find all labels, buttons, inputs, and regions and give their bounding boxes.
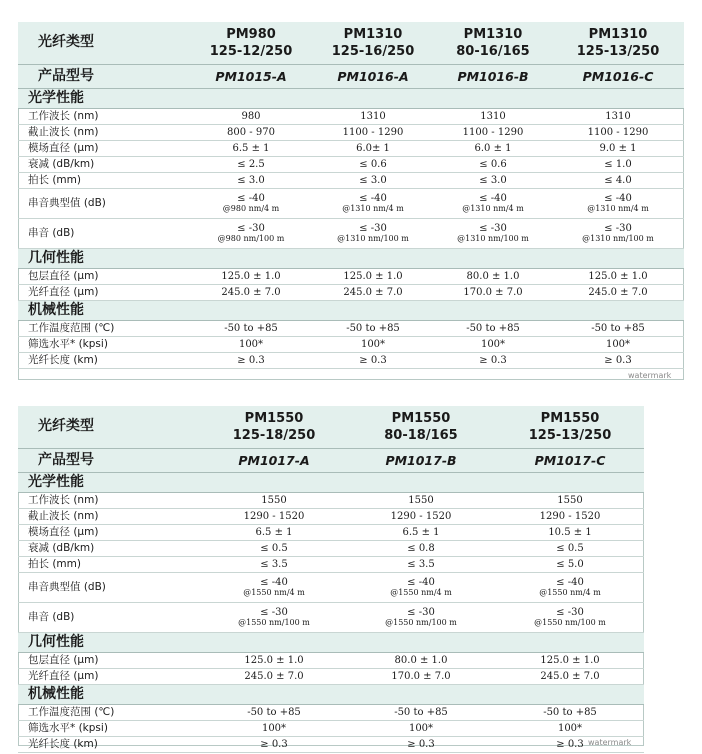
- value-text: ≤ -40: [237, 192, 265, 204]
- section-mechanical-label: 机械性能: [18, 300, 684, 320]
- fiber-type-name: PM1310: [588, 26, 648, 42]
- section-optical-label: 光学性能: [18, 88, 684, 108]
- value-note: @1310 nm/100 m: [337, 233, 409, 243]
- value-cell: 100*: [312, 336, 434, 352]
- row-label: 串音典型值 (dB): [18, 188, 190, 218]
- section-geometry: [18, 248, 684, 268]
- fiber-type-spec: 125-18/250: [232, 427, 316, 443]
- value-cell: 800 - 970: [190, 124, 312, 140]
- value-cell: [496, 602, 644, 632]
- value-cell: 100*: [496, 720, 644, 736]
- spec-row-wavelength: [18, 108, 684, 124]
- value-cell: 1290 - 1520: [496, 508, 644, 524]
- row-label: 光纤长度 (km): [18, 736, 202, 752]
- value-note: @1310 nm/4 m: [462, 203, 524, 213]
- fiber-type-name: PM1310: [343, 26, 403, 42]
- row-label: 串音 (dB): [18, 602, 202, 632]
- spec-row-crosstalk-typical: [18, 188, 684, 218]
- value-text: ≤ -40: [604, 192, 632, 204]
- spec-row-length: [18, 736, 644, 752]
- fiber-type-spec: 125-16/250: [331, 43, 415, 59]
- value-cell: ≤ 4.0: [552, 172, 684, 188]
- value-text: ≤ -40: [260, 576, 288, 588]
- fiber-type-name: PM980: [226, 26, 276, 42]
- model-row: [18, 448, 644, 472]
- row-label: 筛选水平* (kpsi): [18, 720, 202, 736]
- fiber-type-spec: 125-13/250: [528, 427, 612, 443]
- section-mechanical: [18, 684, 644, 704]
- spec-row-crosstalk: [18, 602, 644, 632]
- value-cell: 125.0 ± 1.0: [496, 652, 644, 668]
- fiber-type-spec: 125-12/250: [209, 43, 293, 59]
- value-cell: 170.0 ± 7.0: [346, 668, 496, 684]
- value-note: @1550 nm/4 m: [243, 587, 305, 597]
- value-cell: 1310: [552, 108, 684, 124]
- spec-row-coating: [18, 668, 644, 684]
- value-cell: [346, 572, 496, 602]
- row-label: 衰减 (dB/km): [18, 156, 190, 172]
- value-cell: 245.0 ± 7.0: [496, 668, 644, 684]
- value-cell: 1290 - 1520: [346, 508, 496, 524]
- spec-table-1: [18, 22, 684, 369]
- fiber-type-name: PM1550: [391, 410, 451, 426]
- model-label: 产品型号: [18, 448, 202, 472]
- fiber-type-row: [18, 22, 684, 64]
- value-cell: ≥ 0.3: [434, 352, 552, 368]
- value-note: @1550 nm/100 m: [534, 617, 606, 627]
- spec-row-temperature: [18, 704, 644, 720]
- value-cell: [202, 572, 346, 602]
- value-cell: 125.0 ± 1.0: [552, 268, 684, 284]
- watermark-text: watermark: [588, 738, 632, 747]
- spec-row-cutoff: [18, 124, 684, 140]
- value-cell: -50 to +85: [190, 320, 312, 336]
- row-label: 串音典型值 (dB): [18, 572, 202, 602]
- value-cell: ≤ 3.5: [202, 556, 346, 572]
- fiber-type-spec: 125-13/250: [576, 43, 660, 59]
- value-cell: ≤ 5.0: [496, 556, 644, 572]
- row-label: 工作温度范围 (℃): [18, 704, 202, 720]
- fiber-type-label: 光纤类型: [18, 22, 190, 64]
- spec-row-crosstalk: [18, 218, 684, 248]
- value-cell: ≤ 3.5: [346, 556, 496, 572]
- value-cell: 100*: [346, 720, 496, 736]
- value-cell: -50 to +85: [312, 320, 434, 336]
- value-text: ≤ -40: [407, 576, 435, 588]
- value-cell: 245.0 ± 7.0: [312, 284, 434, 300]
- fiber-type-spec: 80-16/165: [456, 43, 530, 59]
- value-cell: 245.0 ± 7.0: [202, 668, 346, 684]
- value-cell: [496, 572, 644, 602]
- value-note: @1550 nm/100 m: [385, 617, 457, 627]
- spec-row-mfd: [18, 140, 684, 156]
- model-cell: PM1015-A: [190, 64, 312, 88]
- row-label: 工作波长 (nm): [18, 492, 202, 508]
- value-cell: 1310: [434, 108, 552, 124]
- section-optical: [18, 88, 684, 108]
- section-optical-label: 光学性能: [18, 472, 644, 492]
- value-text: ≤ -40: [479, 192, 507, 204]
- spec-row-wavelength: [18, 492, 644, 508]
- model-row: [18, 64, 684, 88]
- value-text: ≤ -30: [237, 222, 265, 234]
- section-geometry: [18, 632, 644, 652]
- spec-row-length: [18, 352, 684, 368]
- model-cell: PM1016-B: [434, 64, 552, 88]
- value-cell: -50 to +85: [434, 320, 552, 336]
- value-cell: 100*: [190, 336, 312, 352]
- value-cell: ≤ 3.0: [190, 172, 312, 188]
- value-cell: 1550: [202, 492, 346, 508]
- value-text: ≤ -40: [359, 192, 387, 204]
- row-label: 拍长 (mm): [18, 172, 190, 188]
- row-label: 衰减 (dB/km): [18, 540, 202, 556]
- value-cell: ≤ 0.8: [346, 540, 496, 556]
- fiber-type-cell: [346, 406, 496, 448]
- value-text: ≤ -40: [556, 576, 584, 588]
- value-note: @1550 nm/4 m: [539, 587, 601, 597]
- value-cell: ≤ 0.6: [312, 156, 434, 172]
- value-cell: [434, 218, 552, 248]
- value-cell: ≤ 2.5: [190, 156, 312, 172]
- value-note: @1310 nm/4 m: [587, 203, 649, 213]
- fiber-type-label: 光纤类型: [18, 406, 202, 448]
- spec-row-attenuation: [18, 156, 684, 172]
- model-cell: PM1017-C: [496, 448, 644, 472]
- spec-row-attenuation: [18, 540, 644, 556]
- value-cell: [312, 218, 434, 248]
- fiber-type-cell: [312, 22, 434, 64]
- value-note: @1550 nm/100 m: [238, 617, 310, 627]
- fiber-type-spec: 80-18/165: [384, 427, 458, 443]
- value-note: @1310 nm/100 m: [582, 233, 654, 243]
- model-cell: PM1016-A: [312, 64, 434, 88]
- value-cell: 125.0 ± 1.0: [190, 268, 312, 284]
- value-cell: [202, 602, 346, 632]
- fiber-type-name: PM1550: [244, 410, 304, 426]
- spec-table-2: [18, 406, 644, 753]
- row-label: 工作温度范围 (℃): [18, 320, 190, 336]
- value-cell: ≤ 1.0: [552, 156, 684, 172]
- value-cell: 9.0 ± 1: [552, 140, 684, 156]
- spec-row-coating: [18, 284, 684, 300]
- fiber-type-name: PM1310: [463, 26, 523, 42]
- value-cell: ≤ 3.0: [434, 172, 552, 188]
- value-cell: 80.0 ± 1.0: [346, 652, 496, 668]
- value-cell: 6.5 ± 1: [346, 524, 496, 540]
- value-cell: 1550: [346, 492, 496, 508]
- row-label: 串音 (dB): [18, 218, 190, 248]
- value-cell: 1310: [312, 108, 434, 124]
- value-cell: 100*: [434, 336, 552, 352]
- fiber-type-cell: [434, 22, 552, 64]
- section-optical: [18, 472, 644, 492]
- value-cell: 170.0 ± 7.0: [434, 284, 552, 300]
- value-cell: 100*: [552, 336, 684, 352]
- value-cell: -50 to +85: [496, 704, 644, 720]
- spec-row-cladding: [18, 652, 644, 668]
- value-cell: ≤ 0.5: [202, 540, 346, 556]
- section-geometry-label: 几何性能: [18, 248, 684, 268]
- value-cell: [312, 188, 434, 218]
- fiber-type-row: [18, 406, 644, 448]
- value-text: ≤ -30: [407, 606, 435, 618]
- value-cell: [552, 218, 684, 248]
- value-cell: ≥ 0.3: [346, 736, 496, 752]
- spec-row-crosstalk-typical: [18, 572, 644, 602]
- value-cell: [434, 188, 552, 218]
- value-cell: ≥ 0.3: [552, 352, 684, 368]
- value-cell: 6.5 ± 1: [190, 140, 312, 156]
- value-note: @980 nm/4 m: [222, 203, 280, 213]
- value-note: @1310 nm/100 m: [457, 233, 529, 243]
- value-cell: 1100 - 1290: [312, 124, 434, 140]
- value-cell: -50 to +85: [202, 704, 346, 720]
- value-cell: ≥ 0.3: [312, 352, 434, 368]
- value-cell: 125.0 ± 1.0: [202, 652, 346, 668]
- spec-row-cladding: [18, 268, 684, 284]
- row-label: 模场直径 (μm): [18, 524, 202, 540]
- row-label: 模场直径 (μm): [18, 140, 190, 156]
- section-mechanical: [18, 300, 684, 320]
- model-cell: PM1017-B: [346, 448, 496, 472]
- row-label: 工作波长 (nm): [18, 108, 190, 124]
- row-label: 包层直径 (μm): [18, 268, 190, 284]
- value-text: ≤ -30: [479, 222, 507, 234]
- value-note: @980 nm/100 m: [217, 233, 285, 243]
- value-cell: ≥ 0.3: [202, 736, 346, 752]
- value-cell: 1100 - 1290: [552, 124, 684, 140]
- spec-row-mfd: [18, 524, 644, 540]
- fiber-type-cell: [552, 22, 684, 64]
- value-cell: 1290 - 1520: [202, 508, 346, 524]
- value-cell: 245.0 ± 7.0: [552, 284, 684, 300]
- value-cell: 1550: [496, 492, 644, 508]
- model-cell: PM1017-A: [202, 448, 346, 472]
- value-cell: 980: [190, 108, 312, 124]
- row-label: 光纤直径 (μm): [18, 284, 190, 300]
- value-cell: 10.5 ± 1: [496, 524, 644, 540]
- spec-row-proof-test: [18, 720, 644, 736]
- value-cell: 6.5 ± 1: [202, 524, 346, 540]
- value-cell: ≤ 3.0: [312, 172, 434, 188]
- value-cell: 6.0± 1: [312, 140, 434, 156]
- model-label: 产品型号: [18, 64, 190, 88]
- value-cell: 80.0 ± 1.0: [434, 268, 552, 284]
- value-text: ≤ -30: [260, 606, 288, 618]
- section-geometry-label: 几何性能: [18, 632, 644, 652]
- fiber-type-cell: [202, 406, 346, 448]
- value-cell: 6.0 ± 1: [434, 140, 552, 156]
- watermark-text: watermark: [628, 371, 672, 380]
- value-cell: -50 to +85: [552, 320, 684, 336]
- value-cell: [552, 188, 684, 218]
- value-cell: 245.0 ± 7.0: [190, 284, 312, 300]
- row-label: 截止波长 (nm): [18, 508, 202, 524]
- value-cell: 125.0 ± 1.0: [312, 268, 434, 284]
- row-label: 拍长 (mm): [18, 556, 202, 572]
- value-cell: -50 to +85: [346, 704, 496, 720]
- spec-row-cutoff: [18, 508, 644, 524]
- row-label: 筛选水平* (kpsi): [18, 336, 190, 352]
- value-text: ≤ -30: [359, 222, 387, 234]
- row-label: 截止波长 (nm): [18, 124, 190, 140]
- value-cell: 100*: [202, 720, 346, 736]
- section-mechanical-label: 机械性能: [18, 684, 644, 704]
- row-label: 包层直径 (μm): [18, 652, 202, 668]
- value-cell: [346, 602, 496, 632]
- model-cell: PM1016-C: [552, 64, 684, 88]
- value-note: @1550 nm/4 m: [390, 587, 452, 597]
- value-text: ≤ -30: [556, 606, 584, 618]
- row-label: 光纤长度 (km): [18, 352, 190, 368]
- spec-row-temperature: [18, 320, 684, 336]
- value-cell: ≤ 0.6: [434, 156, 552, 172]
- value-cell: [190, 218, 312, 248]
- value-text: ≤ -30: [604, 222, 632, 234]
- value-cell: [190, 188, 312, 218]
- value-cell: ≥ 0.3: [190, 352, 312, 368]
- fiber-type-cell: [190, 22, 312, 64]
- value-cell: ≥ 0.3: [496, 736, 644, 752]
- value-cell: ≤ 0.5: [496, 540, 644, 556]
- spec-row-beat-length: [18, 172, 684, 188]
- value-cell: 1100 - 1290: [434, 124, 552, 140]
- fiber-type-name: PM1550: [540, 410, 600, 426]
- spec-row-beat-length: [18, 556, 644, 572]
- value-note: @1310 nm/4 m: [342, 203, 404, 213]
- spec-row-proof-test: [18, 336, 684, 352]
- row-label: 光纤直径 (μm): [18, 668, 202, 684]
- fiber-type-cell: [496, 406, 644, 448]
